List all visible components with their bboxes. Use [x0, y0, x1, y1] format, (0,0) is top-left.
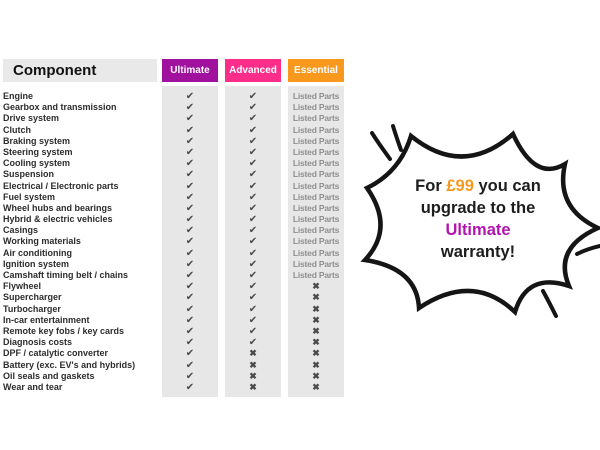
check-icon: ✔ — [225, 125, 281, 136]
component-label: Supercharger — [3, 292, 62, 303]
listed-parts-label: Listed Parts — [288, 147, 344, 158]
speed-line-top-left-1 — [372, 133, 390, 159]
table-row — [3, 326, 344, 337]
check-icon: ✔ — [225, 281, 281, 292]
component-label: Diagnosis costs — [3, 337, 73, 348]
cross-icon: ✖ — [225, 360, 281, 371]
check-icon: ✔ — [225, 158, 281, 169]
listed-parts-label: Listed Parts — [288, 169, 344, 180]
upgrade-callout-text — [392, 175, 564, 263]
check-icon: ✔ — [162, 360, 218, 371]
price-highlight: £99 — [446, 177, 474, 195]
check-icon: ✔ — [225, 236, 281, 247]
plan-header-essential: Essential — [288, 59, 344, 82]
component-column-header: Component — [3, 59, 157, 82]
table-row — [3, 181, 344, 192]
listed-parts-label: Listed Parts — [288, 270, 344, 281]
table-row — [3, 281, 344, 292]
plan-header-advanced: Advanced — [225, 59, 281, 82]
check-icon: ✔ — [162, 270, 218, 281]
check-icon: ✔ — [225, 214, 281, 225]
component-label: Oil seals and gaskets — [3, 370, 95, 381]
table-row — [3, 91, 344, 102]
table-row — [3, 102, 344, 113]
component-label: Wheel hubs and bearings — [3, 202, 113, 213]
check-icon: ✔ — [162, 113, 218, 124]
check-icon: ✔ — [225, 102, 281, 113]
callout-line-2: upgrade to the — [420, 199, 536, 217]
table-row — [3, 125, 344, 136]
check-icon: ✔ — [225, 304, 281, 315]
listed-parts-label: Listed Parts — [288, 125, 344, 136]
check-icon: ✔ — [225, 326, 281, 337]
speed-line-bottom-right — [543, 291, 556, 316]
component-label: Casings — [3, 225, 39, 236]
check-icon: ✔ — [162, 304, 218, 315]
table-row — [3, 348, 344, 359]
component-label: Cooling system — [3, 158, 71, 169]
check-icon: ✔ — [162, 236, 218, 247]
check-icon: ✔ — [162, 315, 218, 326]
check-icon: ✔ — [225, 192, 281, 203]
check-icon: ✔ — [162, 169, 218, 180]
table-row — [3, 214, 344, 225]
table-row — [3, 337, 344, 348]
component-label: Steering system — [3, 146, 73, 157]
listed-parts-label: Listed Parts — [288, 136, 344, 147]
table-row — [3, 304, 344, 315]
check-icon: ✔ — [162, 382, 218, 393]
component-label: Engine — [3, 91, 34, 101]
check-icon: ✔ — [162, 181, 218, 192]
component-label: DPF / catalytic converter — [3, 348, 109, 359]
listed-parts-label: Listed Parts — [288, 91, 344, 102]
listed-parts-label: Listed Parts — [288, 248, 344, 259]
check-icon: ✔ — [162, 348, 218, 359]
check-icon: ✔ — [162, 225, 218, 236]
check-icon: ✔ — [162, 192, 218, 203]
check-icon: ✔ — [225, 136, 281, 147]
table-row — [3, 360, 344, 371]
component-label: Remote key fobs / key cards — [3, 325, 125, 336]
component-label: Fuel system — [3, 191, 56, 202]
table-row — [3, 136, 344, 147]
table-row — [3, 270, 344, 281]
component-label: Air conditioning — [3, 247, 72, 258]
table-row — [3, 236, 344, 247]
component-label: In-car entertainment — [3, 314, 90, 325]
cross-icon: ✖ — [288, 292, 344, 303]
listed-parts-label: Listed Parts — [288, 225, 344, 236]
component-label: Suspension — [3, 169, 55, 180]
cross-icon: ✖ — [225, 371, 281, 382]
component-label: Clutch — [3, 124, 31, 135]
speed-line-right — [577, 246, 600, 254]
table-row — [3, 169, 344, 180]
callout-line-1: For £99 you can — [415, 177, 541, 195]
component-label: Flywheel — [3, 281, 42, 292]
check-icon: ✔ — [225, 337, 281, 348]
component-label: Electrical / Electronic parts — [3, 180, 119, 191]
check-icon: ✔ — [225, 91, 281, 102]
table-row — [3, 259, 344, 270]
table-row — [3, 315, 344, 326]
cross-icon: ✖ — [288, 337, 344, 348]
check-icon: ✔ — [225, 270, 281, 281]
speed-line-top-left-2 — [393, 126, 401, 150]
check-icon: ✔ — [162, 158, 218, 169]
check-icon: ✔ — [162, 281, 218, 292]
check-icon: ✔ — [225, 147, 281, 158]
cross-icon: ✖ — [288, 326, 344, 337]
component-label: Hybrid & electric vehicles — [3, 214, 113, 225]
check-icon: ✔ — [225, 203, 281, 214]
table-row — [3, 371, 344, 382]
check-icon: ✔ — [162, 214, 218, 225]
listed-parts-label: Listed Parts — [288, 113, 344, 124]
component-label: Battery (exc. EV's and hybrids) — [3, 359, 136, 370]
check-icon: ✔ — [225, 225, 281, 236]
check-icon: ✔ — [225, 248, 281, 259]
table-row — [3, 158, 344, 169]
check-icon: ✔ — [225, 292, 281, 303]
cross-icon: ✖ — [288, 360, 344, 371]
check-icon: ✔ — [162, 337, 218, 348]
table-row — [3, 113, 344, 124]
check-icon: ✔ — [225, 315, 281, 326]
table-row — [3, 225, 344, 236]
component-label: Gearbox and transmission — [3, 102, 117, 113]
check-icon: ✔ — [162, 259, 218, 270]
callout-line-4: warranty! — [440, 243, 516, 261]
cross-icon: ✖ — [225, 382, 281, 393]
comparison-table — [3, 59, 344, 397]
component-label: Ignition system — [3, 258, 70, 269]
check-icon: ✔ — [162, 371, 218, 382]
check-icon: ✔ — [162, 91, 218, 102]
check-icon: ✔ — [225, 113, 281, 124]
listed-parts-label: Listed Parts — [288, 203, 344, 214]
table-header-row — [3, 59, 344, 82]
listed-parts-label: Listed Parts — [288, 102, 344, 113]
table-pad-row — [3, 393, 344, 397]
check-icon: ✔ — [162, 248, 218, 259]
listed-parts-label: Listed Parts — [288, 158, 344, 169]
listed-parts-label: Listed Parts — [288, 214, 344, 225]
cross-icon: ✖ — [225, 348, 281, 359]
table-row — [3, 382, 344, 393]
check-icon: ✔ — [225, 259, 281, 270]
listed-parts-label: Listed Parts — [288, 192, 344, 203]
check-icon: ✔ — [162, 136, 218, 147]
table-body — [3, 86, 344, 397]
cross-icon: ✖ — [288, 348, 344, 359]
check-icon: ✔ — [162, 125, 218, 136]
check-icon: ✔ — [162, 147, 218, 158]
cross-icon: ✖ — [288, 281, 344, 292]
check-icon: ✔ — [225, 181, 281, 192]
table-row — [3, 203, 344, 214]
check-icon: ✔ — [225, 169, 281, 180]
table-row — [3, 248, 344, 259]
listed-parts-label: Listed Parts — [288, 236, 344, 247]
table-row — [3, 147, 344, 158]
cross-icon: ✖ — [288, 371, 344, 382]
component-label: Turbocharger — [3, 303, 61, 314]
cross-icon: ✖ — [288, 382, 344, 393]
table-row — [3, 292, 344, 303]
component-label: Drive system — [3, 113, 60, 124]
listed-parts-label: Listed Parts — [288, 259, 344, 270]
component-label: Wear and tear — [3, 381, 63, 392]
check-icon: ✔ — [162, 292, 218, 303]
component-label: Braking system — [3, 135, 71, 146]
check-icon: ✔ — [162, 326, 218, 337]
callout-ultimate-highlight: Ultimate — [445, 221, 511, 239]
cross-icon: ✖ — [288, 315, 344, 326]
component-label: Working materials — [3, 236, 81, 247]
plan-header-ultimate: Ultimate — [162, 59, 218, 82]
check-icon: ✔ — [162, 203, 218, 214]
listed-parts-label: Listed Parts — [288, 181, 344, 192]
check-icon: ✔ — [162, 102, 218, 113]
table-row — [3, 192, 344, 203]
cross-icon: ✖ — [288, 304, 344, 315]
component-label: Camshaft timing belt / chains — [3, 270, 129, 280]
